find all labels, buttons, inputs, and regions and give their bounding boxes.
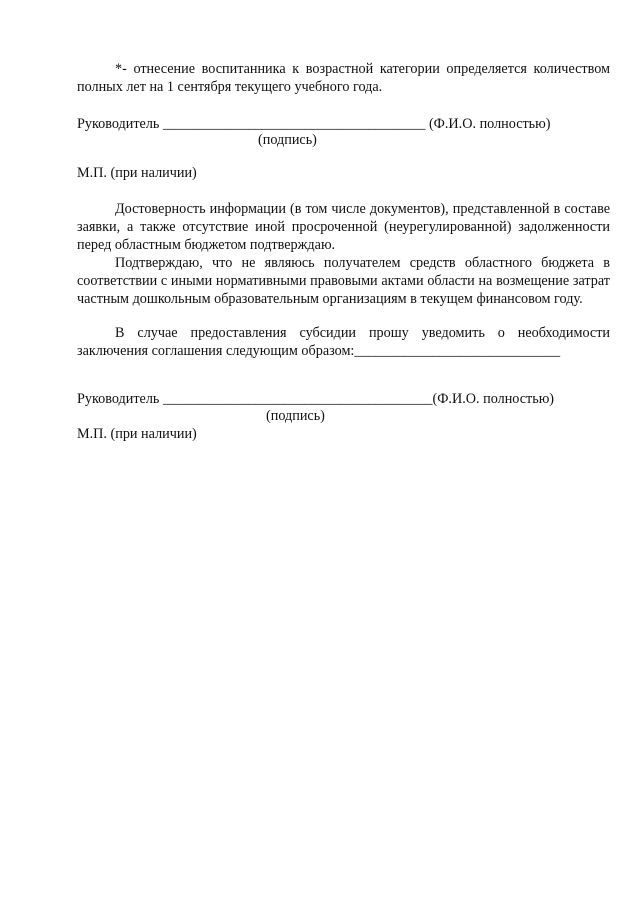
signature-line-1: Руководитель _____________________________________ (Ф.И.О. полностью) <box>77 116 551 132</box>
footnote-age-category: *- отнесение воспитанника к возрастной категории определяется количеством полных лет на 1 сентября текущего учебного года. <box>77 61 610 95</box>
paragraph-reliability: Достоверность информации (в том числе документов), представленной в составе заявки, а также отсутствие иной просроченной (неурегулированной) задолженности перед областным бюджетом подтверждаю. <box>77 201 610 253</box>
paragraph-notification: В случае предоставления субсидии прошу уведомить о необходимости заключения соглашения следующим образом:_____________________________ <box>77 325 610 359</box>
signature-line-2: Руководитель ______________________________________(Ф.И.О. полностью) <box>77 391 555 407</box>
signature-caption-1: (подпись) <box>258 132 317 148</box>
stamp-note-2: М.П. (при наличии) <box>77 426 197 442</box>
paragraph-confirmation: Подтверждаю, что не являюсь получателем средств областного бюджета в соответствии с иными нормативными правовыми актами области на возмещение затрат частным дошкольным образовательным организациям в текущем финансовом году. <box>77 255 610 307</box>
signature-caption-2: (подпись) <box>266 408 325 424</box>
stamp-note-1: М.П. (при наличии) <box>77 165 197 181</box>
